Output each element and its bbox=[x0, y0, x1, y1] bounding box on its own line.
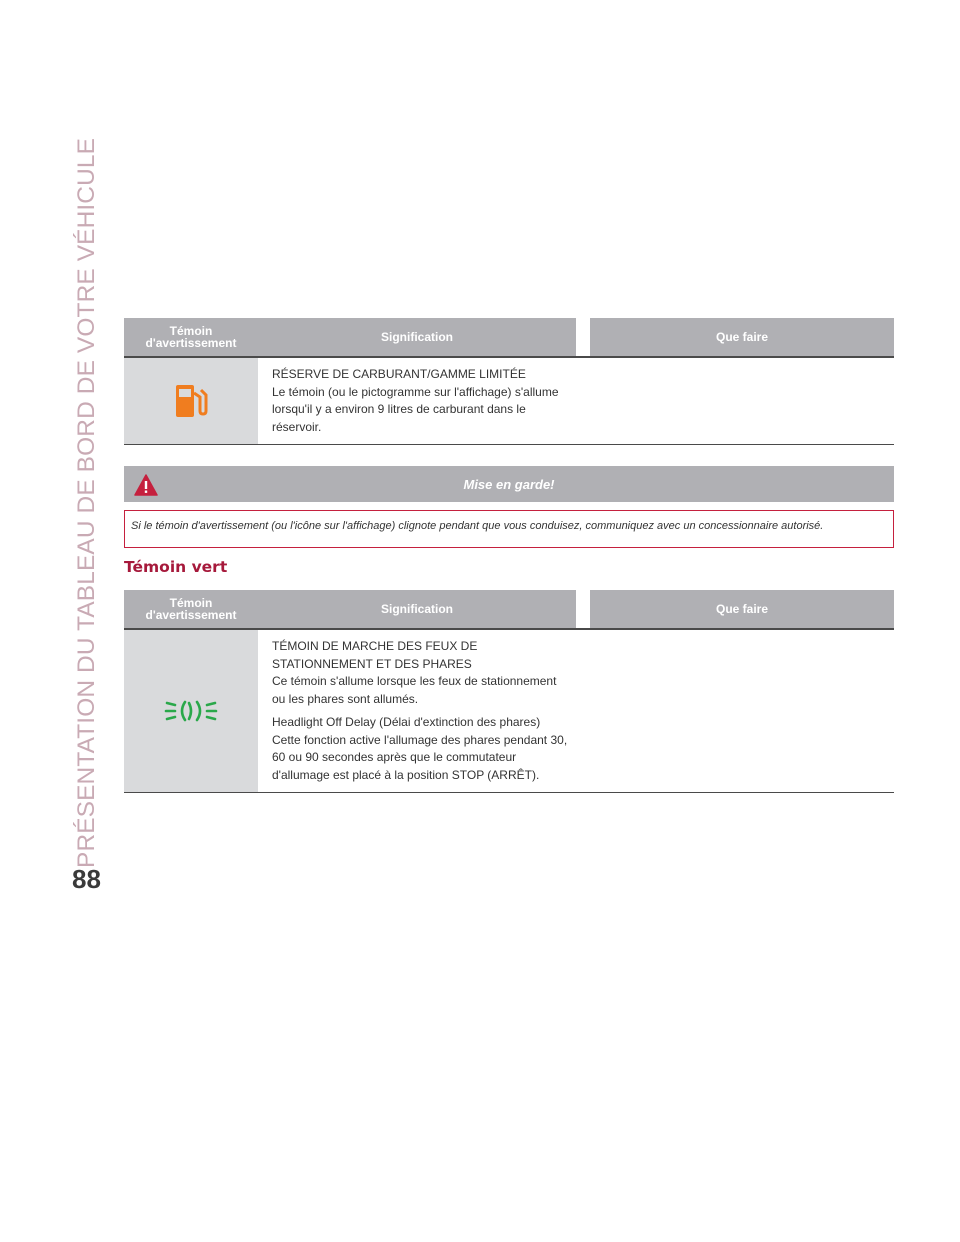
header-what-to-do: Que faire bbox=[590, 590, 894, 628]
caution-text: Si le témoin d'avertissement (ou l'icône sur l'affichage) clignote pendant que vous conduisez, communiquez avec un concessionnaire autorisé. bbox=[124, 510, 894, 548]
side-chapter-title: PRÉSENTATION DU TABLEAU DE BORD DE VOTRE VÉHICULE bbox=[73, 137, 100, 868]
header-meaning: Signification bbox=[258, 590, 576, 628]
table-header bbox=[124, 590, 894, 630]
table-row bbox=[124, 358, 894, 445]
page-number: 88 bbox=[72, 864, 101, 894]
warning-light-table-fuel bbox=[124, 318, 894, 445]
meaning-text bbox=[258, 630, 576, 792]
table-row bbox=[124, 630, 894, 793]
meaning-text: RÉSERVE DE CARBURANT/GAMME LIMITÉE Le témoin (ou le pictogramme sur l'affichage) s'allume lorsqu'il y a environ 9 litres de carburant dans le réservoir. bbox=[272, 367, 559, 434]
what-to-do-cell bbox=[576, 358, 894, 444]
warning-triangle-icon bbox=[134, 474, 158, 496]
paragraph: Headlight Off Delay (Délai d'extinction des phares) Cette fonction active l'allumage des phares pendant 30, 60 ou 90 secondes après que le commutateur d'allumage est placé à la position STOP (ARRÊT). bbox=[272, 715, 568, 782]
header-meaning: Signification bbox=[258, 318, 576, 356]
icon-cell bbox=[124, 630, 258, 792]
what-to-do-cell bbox=[576, 630, 894, 792]
warning-light-table-lights bbox=[124, 590, 894, 793]
caution-title: Mise en garde! bbox=[463, 476, 555, 492]
icon-cell bbox=[124, 358, 258, 444]
table-header bbox=[124, 318, 894, 358]
header-warning-light: Témoin d'avertissement bbox=[145, 324, 237, 350]
paragraph: TÉMOIN DE MARCHE DES FEUX DE STATIONNEMENT ET DES PHARES Ce témoin s'allume lorsque les feux de stationnement ou les phares sont allumés. bbox=[272, 639, 557, 706]
parking-lights-icon bbox=[163, 697, 219, 725]
caution-box bbox=[124, 466, 894, 548]
section-title: Témoin vert bbox=[124, 558, 228, 576]
header-what-to-do: Que faire bbox=[590, 318, 894, 356]
header-warning-light: Témoin d'avertissement bbox=[145, 596, 237, 622]
fuel-pump-icon bbox=[174, 383, 208, 419]
caution-header bbox=[124, 466, 894, 502]
